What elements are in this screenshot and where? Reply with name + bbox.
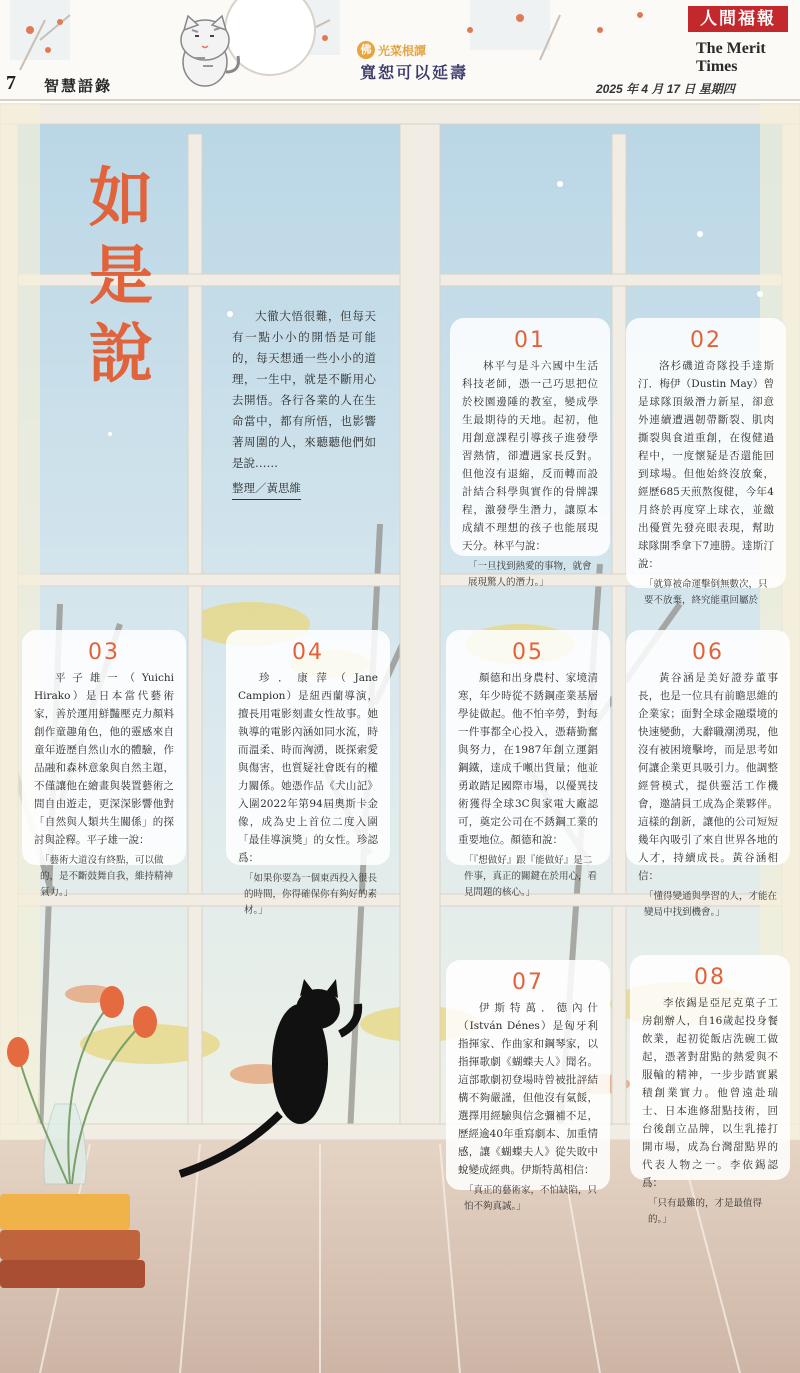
card-number: 07 xyxy=(512,970,544,995)
card-quote: 「真正的藝術家，不怕缺陷，只怕不夠真誠。」 xyxy=(464,1185,598,1212)
card-number: 02 xyxy=(690,328,722,353)
header-divider xyxy=(0,99,800,101)
quote-card-07 xyxy=(446,960,610,1212)
byline: 整理／黃思維 xyxy=(232,478,301,500)
quote-card-03 xyxy=(22,630,186,898)
column-badge: 佛 xyxy=(357,41,375,59)
intro-text: 大徹大悟很難，但每天有一點小小的開悟是可能的，每天想通一些小小的道理，一生中，就是不斷用心去開悟。各行各業的人在生命當中，都有所悟，也影響著周圍的人，來聽聽他們如是說…… xyxy=(232,309,376,470)
card-quote: 「『想做好』跟『能做好』是二件事，真正的關鍵在於用心，看見問題的核心。」 xyxy=(464,855,598,898)
quote-card-08 xyxy=(630,955,790,1225)
card-quote: 「藝術大道沒有終點，可以做的，是不斷鼓舞自我，維持精神氣力。」 xyxy=(40,855,174,898)
card-number: 06 xyxy=(692,640,724,665)
card-body: 珍．康萍（Jane Campion）是紐西蘭導演，擅長用電影刻畫女性故事。她執導的電影內涵如同水流，時而溫柔、時而洶湧，既探索愛與傷害，也質疑社會既有的權力關係。她憑作品《犬山記》入圍2022年第94屆奧斯卡金像，成為史上首位二度入圍「最佳導演獎」的女性。珍認爲： xyxy=(238,672,378,864)
card-body: 顏德和出身農村、家境清寒，年少時從不銹鋼產業基層學徒做起。他不怕辛勞，對每一件事都全心投入，憑藉勤奮與努力，在1987年創立運錩鋼鐵，達成千噸出貨量；他並勇敢踏足國際市場，以優異技術獲得全球3C與家電大廠認可，奠定公司在不銹鋼工業的重要地位。顏德和說： xyxy=(458,672,598,846)
quote-card-06 xyxy=(626,630,790,918)
column-name: 光菜根譚 xyxy=(378,44,427,58)
card-quote: 「就算被命運擊倒無數次，只要不放棄，終究能重回屬於 xyxy=(644,579,768,606)
issue-date: 2025 年 4 月 17 日 星期四 xyxy=(596,82,735,96)
card-quote: 「只有最難的，才是最值得的。」 xyxy=(648,1198,763,1225)
card-quote: 「懂得變通與學習的人，才能在變局中找到機會。」 xyxy=(644,891,778,918)
card-body: 伊斯特萬．德內什（István Dénes）是匈牙利指揮家、作曲家和鋼琴家，以指揮歌劇《蝴蝶夫人》聞名。這部歌劇初登場時曾被批評結構不夠嚴謹，但他沒有氣餒，選擇用經驗與信念彌補不足，歷經逾40年重寫劇本、加重情感，讓《蝴蝶夫人》從失敗中蛻變成經典。伊斯特萬相信： xyxy=(458,1002,598,1176)
section-title: 智慧語錄 xyxy=(44,77,113,95)
newspaper-logo: 人間福報 xyxy=(688,6,788,32)
newspaper-name-en: The Merit Times xyxy=(696,40,766,75)
card-body: 林平勻是斗六國中生活科技老師，憑一己巧思把位於校園邊陲的教室，變成學生最期待的天地。起初，他用創意課程引導孩子進發學習熱情，卻遭遇家長反對。但他沒有退縮，反而轉而設計結合科學與實作的骨牌課程，激發學生潛力，讓原本成績不理想的孩子也能展現天分。林平勻說： xyxy=(462,360,598,552)
card-body: 李依錫是亞尼克菓子工房創辦人，自16歲起投身餐飲業，起初從飯店洗碗工做起，憑著對甜點的熱愛與不服輸的精神，一步步踏實累積創業實力。他曾遠赴瑞士、日本進修甜點技術，回台後創立品牌，以生乳捲打開市場，成為台灣甜點界的代表人物之一。李依錫認爲： xyxy=(642,997,778,1189)
quote-card-04 xyxy=(226,630,390,916)
card-number: 03 xyxy=(88,640,120,665)
card-quote: 「一旦找到熱愛的事物，就會展現驚人的潛力。」 xyxy=(468,561,592,588)
quote-card-05 xyxy=(446,630,610,898)
column-subtitle: 寬恕可以延壽 xyxy=(360,63,469,82)
card-body: 黃谷涵是美好證券董事長，也是一位具有前瞻思維的企業家；面對全球金融環境的快速變動，大辭職潮湧現，他沒有被困境擊垮，而是思考如何讓企業更具吸引力。他調整經營模式，提供靈活工作機會，邀請員工成為企業夥伴。這樣的創新，讓他的公司短短幾年內吸引了來自世界各地的人才，持續成長。黃谷涵相信： xyxy=(638,672,778,882)
card-number: 01 xyxy=(514,328,546,353)
card-body: 洛杉磯道奇隊投手達斯汀．梅伊（Dustin May）曾是球隊頂級潛力新星，卻意外連續遭遇韌帶斷裂、肌肉撕裂與食道重創，在復健過程中，一度懷疑是否還能回到球場。但他始終沒放棄，經歷685天煎熬復健，今年4月終於再度穿上球衣，並繳出優質先發亮眼表現，幫助球隊開季拿下7連勝。達斯汀說： xyxy=(638,360,774,570)
card-number: 05 xyxy=(512,640,544,665)
card-quote: 「如果你要為一個東西投入很長的時間，你得確保你有夠好的素材。」 xyxy=(244,873,378,916)
quote-card-01 xyxy=(450,318,610,588)
card-number: 04 xyxy=(292,640,324,665)
page-header xyxy=(0,0,800,100)
page-title: 如是說 xyxy=(89,161,153,392)
quote-card-02 xyxy=(626,318,786,606)
card-number: 08 xyxy=(694,965,726,990)
intro-block xyxy=(232,306,376,500)
page-number: 7 xyxy=(6,72,16,94)
card-body: 平子雄一（Yuichi Hirako）是日本當代藝術家，善於運用鮮豔壓克力顏料創作童趣角色，他的靈感來自童年遊歷自然山水的體驗，作品融和森林意象與自然主題，不僅讓他在繪畫與裝置藝術之間自由遊走，更深深影響他對「自然與人類共生關係」的探討與詮釋。平子雄一說： xyxy=(34,672,174,846)
